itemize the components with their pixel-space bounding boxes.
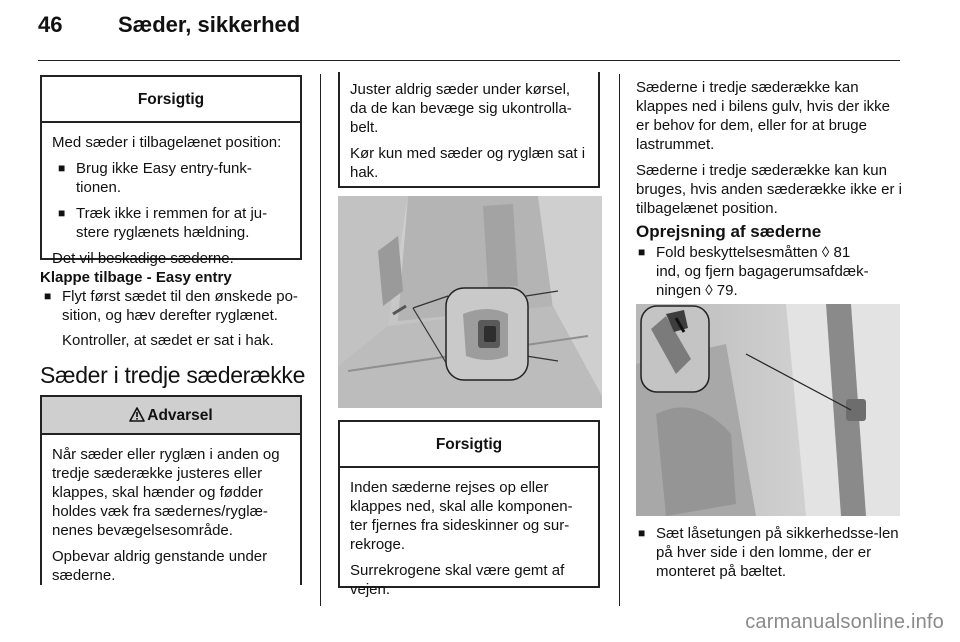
caution-box-2-p2: Surrekrogene skal være gemt af vejen. — [350, 562, 565, 598]
third-row-p1: Sæderne i tredje sæderække kan klappes ned i bilens gulv, hvis der ikke er behov for dem, eller for at bruge lastrummet. — [636, 79, 891, 153]
caution-box-1-intro: Med sæder i tilbagelænet position: — [52, 134, 282, 151]
warning-box-p1: Når sæder eller ryglæn i anden og tredje sæderække justeres eller klappes, skal hænder og fødder holdes væk fra sædernes/ryglæ-nenes bevægelsesområde. — [52, 446, 280, 539]
raising-bullet-2 — [638, 524, 904, 588]
page-number: 46 — [38, 12, 63, 37]
seatbelt-illustration — [636, 304, 900, 516]
column-divider-2 — [619, 74, 620, 606]
warning-cont-p1: Juster aldrig sæder under kørsel, da de kan bevæge sig ukontrolla-belt. — [350, 81, 572, 136]
easy-entry-bullet: ■ Flyt først sædet til den ønskede po-sition, og hæv derefter ryglænet. — [44, 288, 298, 324]
warning-box-p2: Opbevar aldrig genstande under sæderne. — [52, 548, 268, 584]
caution-box-2-title: Forsigtig — [340, 422, 598, 468]
warning-box-title: Advarsel — [147, 407, 213, 424]
raising-bullet-1-text: ■ Fold beskyttelsesmåtten ◊ 81 ind, og fjern bagagerumsafdæk-ningen ◊ 79. — [638, 244, 869, 299]
warning-cont-p2: Kør kun med sæder og ryglæn sat i hak. — [350, 145, 586, 181]
third-row-p2: Sæderne i tredje sæderække kan kun bruges, hvis anden sæderække ikke er i tilbagelænet position. — [636, 162, 902, 217]
caution-box-1-bullet-2: ■ Træk ikke i remmen for at ju-stere ryglænets hældning. — [58, 205, 268, 241]
warning-box-header — [42, 397, 300, 435]
raising-bullet-1 — [638, 243, 904, 307]
caution-box-1-bullet-1: ■ Brug ikke Easy entry-funk-tionen. — [58, 160, 252, 196]
caution-box-1-title: Forsigtig — [42, 77, 300, 123]
section-title: Sæder i tredje sæderække — [40, 362, 306, 388]
warning-box-continued — [338, 72, 600, 188]
caution-box-2 — [338, 420, 600, 598]
header-rule — [38, 60, 900, 61]
caution-box-1-outro: Det vil beskadige sæderne. — [52, 250, 234, 267]
raising-seats-heading: Oprejsning af sæderne — [636, 222, 822, 241]
third-row-intro — [636, 78, 904, 225]
warning-box — [40, 395, 302, 585]
caution-box-1 — [40, 75, 302, 267]
easy-entry-note: Kontroller, at sædet er sat i hak. — [62, 332, 274, 349]
raising-bullet-2-text: ■ Sæt låsetungen på sikkerhedsse-len på hver side i den lomme, der er monteret på bæltet. — [638, 525, 899, 580]
page-title: Sæder, sikkerhed — [118, 12, 301, 37]
column-divider-1 — [320, 74, 321, 606]
easy-entry-heading: Klappe tilbage - Easy entry — [40, 269, 232, 286]
watermark: carmanualsonline.info — [745, 611, 944, 633]
trunk-illustration — [338, 196, 602, 408]
easy-entry-section — [40, 268, 308, 357]
caution-box-2-p1: Inden sæderne rejses op eller klappes ned, skal alle komponen-ter fjernes fra sideskinner og sur-rekroge. — [350, 479, 573, 553]
warning-triangle-icon — [129, 407, 145, 422]
